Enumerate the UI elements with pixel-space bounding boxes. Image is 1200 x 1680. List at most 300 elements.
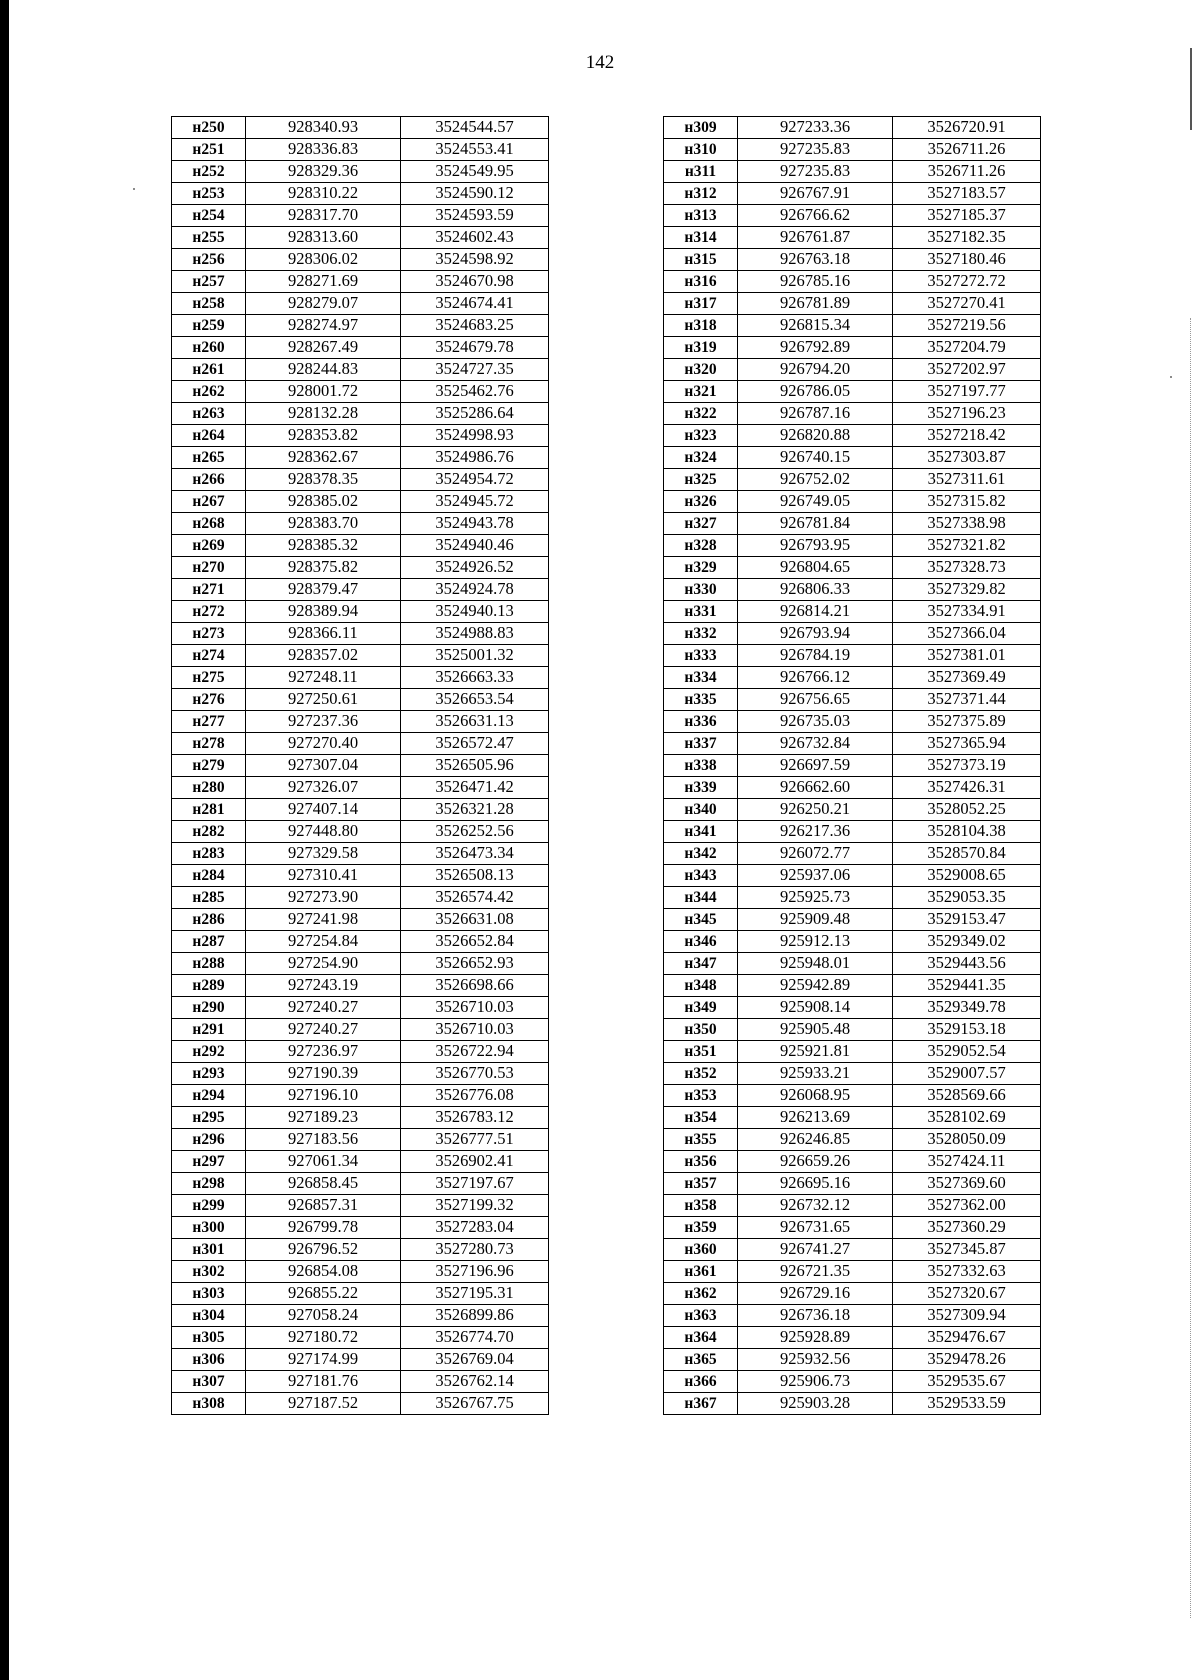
point-id-cell: н331 [664,601,738,623]
point-id-cell: н346 [664,931,738,953]
table-row [664,711,1041,733]
y-coordinate-cell: 3529349.78 [893,997,1041,1019]
x-coordinate-cell: 925942.89 [738,975,893,997]
x-coordinate-cell: 926756.65 [738,689,893,711]
x-coordinate-cell: 927248.11 [246,667,401,689]
y-coordinate-cell: 3528102.69 [893,1107,1041,1129]
x-coordinate-cell: 926786.05 [738,381,893,403]
y-coordinate-cell: 3524674.41 [401,293,549,315]
point-id-cell: н270 [172,557,246,579]
table-row [664,1305,1041,1327]
table-row [664,425,1041,447]
y-coordinate-cell: 3526762.14 [401,1371,549,1393]
table-row [172,645,549,667]
point-id-cell: н337 [664,733,738,755]
y-coordinate-cell: 3527369.49 [893,667,1041,689]
x-coordinate-cell: 926787.16 [738,403,893,425]
point-id-cell: н341 [664,821,738,843]
table-row [664,447,1041,469]
x-coordinate-cell: 926213.69 [738,1107,893,1129]
y-coordinate-cell: 3527315.82 [893,491,1041,513]
y-coordinate-cell: 3529476.67 [893,1327,1041,1349]
y-coordinate-cell: 3524727.35 [401,359,549,381]
y-coordinate-cell: 3526663.33 [401,667,549,689]
y-coordinate-cell: 3526767.75 [401,1393,549,1415]
point-id-cell: н332 [664,623,738,645]
y-coordinate-cell: 3524544.57 [401,117,549,139]
point-id-cell: н366 [664,1371,738,1393]
y-coordinate-cell: 3529153.47 [893,909,1041,931]
table-row [172,777,549,799]
point-id-cell: н289 [172,975,246,997]
point-id-cell: н362 [664,1283,738,1305]
table-row [664,579,1041,601]
y-coordinate-cell: 3524679.78 [401,337,549,359]
table-row [664,337,1041,359]
table-row [172,227,549,249]
point-id-cell: н301 [172,1239,246,1261]
point-id-cell: н272 [172,601,246,623]
x-coordinate-cell: 926695.16 [738,1173,893,1195]
y-coordinate-cell: 3526508.13 [401,865,549,887]
point-id-cell: н251 [172,139,246,161]
point-id-cell: н293 [172,1063,246,1085]
y-coordinate-cell: 3529478.26 [893,1349,1041,1371]
point-id-cell: н351 [664,1041,738,1063]
y-coordinate-cell: 3527183.57 [893,183,1041,205]
x-coordinate-cell: 927183.56 [246,1129,401,1151]
y-coordinate-cell: 3526652.93 [401,953,549,975]
point-id-cell: н274 [172,645,246,667]
point-id-cell: н288 [172,953,246,975]
x-coordinate-cell: 928353.82 [246,425,401,447]
x-coordinate-cell: 926217.36 [738,821,893,843]
x-coordinate-cell: 928306.02 [246,249,401,271]
point-id-cell: н340 [664,799,738,821]
table-row [172,843,549,865]
point-id-cell: н320 [664,359,738,381]
x-coordinate-cell: 926855.22 [246,1283,401,1305]
y-coordinate-cell: 3526653.54 [401,689,549,711]
y-coordinate-cell: 3527375.89 [893,711,1041,733]
x-coordinate-cell: 926806.33 [738,579,893,601]
point-id-cell: н354 [664,1107,738,1129]
point-id-cell: н291 [172,1019,246,1041]
x-coordinate-cell: 928267.49 [246,337,401,359]
table-row [172,997,549,1019]
x-coordinate-cell: 925932.56 [738,1349,893,1371]
table-row [172,315,549,337]
x-coordinate-cell: 927273.90 [246,887,401,909]
y-coordinate-cell: 3524553.41 [401,139,549,161]
x-coordinate-cell: 928274.97 [246,315,401,337]
point-id-cell: н257 [172,271,246,293]
y-coordinate-cell: 3524593.59 [401,205,549,227]
table-row [664,403,1041,425]
y-coordinate-cell: 3526774.70 [401,1327,549,1349]
point-id-cell: н263 [172,403,246,425]
x-coordinate-cell: 927058.24 [246,1305,401,1327]
x-coordinate-cell: 926741.27 [738,1239,893,1261]
point-id-cell: н323 [664,425,738,447]
point-id-cell: н255 [172,227,246,249]
point-id-cell: н300 [172,1217,246,1239]
x-coordinate-cell: 925928.89 [738,1327,893,1349]
table-row [172,1217,549,1239]
table-row [172,1107,549,1129]
x-coordinate-cell: 928313.60 [246,227,401,249]
y-coordinate-cell: 3529535.67 [893,1371,1041,1393]
table-row [172,711,549,733]
y-coordinate-cell: 3524590.12 [401,183,549,205]
x-coordinate-cell: 927448.80 [246,821,401,843]
y-coordinate-cell: 3528050.09 [893,1129,1041,1151]
table-row [664,227,1041,249]
y-coordinate-cell: 3526505.96 [401,755,549,777]
y-coordinate-cell: 3524940.46 [401,535,549,557]
x-coordinate-cell: 928340.93 [246,117,401,139]
table-row [664,1283,1041,1305]
point-id-cell: н352 [664,1063,738,1085]
table-row [172,755,549,777]
point-id-cell: н363 [664,1305,738,1327]
x-coordinate-cell: 927174.99 [246,1349,401,1371]
x-coordinate-cell: 928362.67 [246,447,401,469]
point-id-cell: н254 [172,205,246,227]
point-id-cell: н355 [664,1129,738,1151]
y-coordinate-cell: 3526471.42 [401,777,549,799]
point-id-cell: н307 [172,1371,246,1393]
y-coordinate-cell: 3525001.32 [401,645,549,667]
y-coordinate-cell: 3527366.04 [893,623,1041,645]
y-coordinate-cell: 3524954.72 [401,469,549,491]
point-id-cell: н271 [172,579,246,601]
scan-left-edge [0,0,9,1680]
x-coordinate-cell: 926752.02 [738,469,893,491]
x-coordinate-cell: 927326.07 [246,777,401,799]
x-coordinate-cell: 926735.03 [738,711,893,733]
table-row [664,1371,1041,1393]
y-coordinate-cell: 3527303.87 [893,447,1041,469]
table-row [172,1327,549,1349]
point-id-cell: н324 [664,447,738,469]
point-id-cell: н361 [664,1261,738,1283]
x-coordinate-cell: 926820.88 [738,425,893,447]
point-id-cell: н302 [172,1261,246,1283]
point-id-cell: н309 [664,117,738,139]
y-coordinate-cell: 3527381.01 [893,645,1041,667]
y-coordinate-cell: 3524988.83 [401,623,549,645]
point-id-cell: н264 [172,425,246,447]
x-coordinate-cell: 927250.61 [246,689,401,711]
x-coordinate-cell: 928244.83 [246,359,401,381]
table-row [664,1019,1041,1041]
x-coordinate-cell: 927181.76 [246,1371,401,1393]
point-id-cell: н356 [664,1151,738,1173]
table-row [664,1063,1041,1085]
table-row [664,1151,1041,1173]
y-coordinate-cell: 3528104.38 [893,821,1041,843]
point-id-cell: н267 [172,491,246,513]
table-row [172,1063,549,1085]
table-row [172,975,549,997]
x-coordinate-cell: 928366.11 [246,623,401,645]
table-row [172,337,549,359]
x-coordinate-cell: 926794.20 [738,359,893,381]
table-row [172,1305,549,1327]
x-coordinate-cell: 925937.06 [738,865,893,887]
x-coordinate-cell: 927407.14 [246,799,401,821]
point-id-cell: н283 [172,843,246,865]
point-id-cell: н349 [664,997,738,1019]
table-row [172,1261,549,1283]
table-row [664,1217,1041,1239]
table-row [664,1041,1041,1063]
point-id-cell: н299 [172,1195,246,1217]
x-coordinate-cell: 926766.12 [738,667,893,689]
table-row [172,579,549,601]
table-row [664,997,1041,1019]
table-row [172,1349,549,1371]
point-id-cell: н312 [664,183,738,205]
y-coordinate-cell: 3526252.56 [401,821,549,843]
table-row [664,161,1041,183]
x-coordinate-cell: 926749.05 [738,491,893,513]
y-coordinate-cell: 3527197.67 [401,1173,549,1195]
point-id-cell: н327 [664,513,738,535]
y-coordinate-cell: 3525286.64 [401,403,549,425]
x-coordinate-cell: 927307.04 [246,755,401,777]
scan-speck [1170,376,1172,378]
y-coordinate-cell: 3526574.42 [401,887,549,909]
table-row [172,1195,549,1217]
y-coordinate-cell: 3526902.41 [401,1151,549,1173]
y-coordinate-cell: 3526698.66 [401,975,549,997]
table-row [172,887,549,909]
x-coordinate-cell: 928385.32 [246,535,401,557]
y-coordinate-cell: 3527373.19 [893,755,1041,777]
y-coordinate-cell: 3527362.00 [893,1195,1041,1217]
table-row [664,777,1041,799]
y-coordinate-cell: 3527332.63 [893,1261,1041,1283]
table-row [664,887,1041,909]
point-id-cell: н305 [172,1327,246,1349]
x-coordinate-cell: 926761.87 [738,227,893,249]
x-coordinate-cell: 928383.70 [246,513,401,535]
page-number: 142 [585,52,615,73]
table-row [172,403,549,425]
x-coordinate-cell: 927240.27 [246,1019,401,1041]
y-coordinate-cell: 3528052.25 [893,799,1041,821]
y-coordinate-cell: 3524943.78 [401,513,549,535]
point-id-cell: н334 [664,667,738,689]
point-id-cell: н333 [664,645,738,667]
table-row [172,161,549,183]
table-row [664,931,1041,953]
y-coordinate-cell: 3529008.65 [893,865,1041,887]
point-id-cell: н318 [664,315,738,337]
x-coordinate-cell: 927254.90 [246,953,401,975]
coordinates-table-left [171,116,549,1415]
x-coordinate-cell: 926729.16 [738,1283,893,1305]
table-row [172,931,549,953]
y-coordinate-cell: 3526631.13 [401,711,549,733]
y-coordinate-cell: 3527283.04 [401,1217,549,1239]
x-coordinate-cell: 925948.01 [738,953,893,975]
table-row [172,667,549,689]
x-coordinate-cell: 928379.47 [246,579,401,601]
y-coordinate-cell: 3527270.41 [893,293,1041,315]
table-row [172,557,549,579]
x-coordinate-cell: 925906.73 [738,1371,893,1393]
table-row [664,843,1041,865]
table-row [172,535,549,557]
y-coordinate-cell: 3524602.43 [401,227,549,249]
point-id-cell: н347 [664,953,738,975]
point-id-cell: н342 [664,843,738,865]
table-row [172,909,549,931]
x-coordinate-cell: 926662.60 [738,777,893,799]
scan-right-dotted-line [1190,318,1192,1618]
table-row [664,205,1041,227]
x-coordinate-cell: 926763.18 [738,249,893,271]
y-coordinate-cell: 3526776.08 [401,1085,549,1107]
y-coordinate-cell: 3529533.59 [893,1393,1041,1415]
y-coordinate-cell: 3524986.76 [401,447,549,469]
y-coordinate-cell: 3529441.35 [893,975,1041,997]
point-id-cell: н262 [172,381,246,403]
point-id-cell: н281 [172,799,246,821]
x-coordinate-cell: 926781.84 [738,513,893,535]
table-row [664,1129,1041,1151]
point-id-cell: н313 [664,205,738,227]
x-coordinate-cell: 926857.31 [246,1195,401,1217]
y-coordinate-cell: 3527182.35 [893,227,1041,249]
y-coordinate-cell: 3527309.94 [893,1305,1041,1327]
y-coordinate-cell: 3526769.04 [401,1349,549,1371]
x-coordinate-cell: 928279.07 [246,293,401,315]
table-row [172,1041,549,1063]
x-coordinate-cell: 925921.81 [738,1041,893,1063]
table-row [172,1283,549,1305]
table-row [664,271,1041,293]
point-id-cell: н315 [664,249,738,271]
point-id-cell: н273 [172,623,246,645]
table-row [172,491,549,513]
table-row [664,381,1041,403]
y-coordinate-cell: 3526720.91 [893,117,1041,139]
table-row [172,601,549,623]
x-coordinate-cell: 926250.21 [738,799,893,821]
table-row [172,205,549,227]
y-coordinate-cell: 3527320.67 [893,1283,1041,1305]
y-coordinate-cell: 3526711.26 [893,161,1041,183]
x-coordinate-cell: 926815.34 [738,315,893,337]
y-coordinate-cell: 3526321.28 [401,799,549,821]
x-coordinate-cell: 928001.72 [246,381,401,403]
x-coordinate-cell: 928389.94 [246,601,401,623]
y-coordinate-cell: 3527311.61 [893,469,1041,491]
x-coordinate-cell: 928132.28 [246,403,401,425]
point-id-cell: н357 [664,1173,738,1195]
point-id-cell: н319 [664,337,738,359]
x-coordinate-cell: 926804.65 [738,557,893,579]
table-row [172,689,549,711]
y-coordinate-cell: 3529153.18 [893,1019,1041,1041]
table-row [172,865,549,887]
y-coordinate-cell: 3527424.11 [893,1151,1041,1173]
table-row [664,667,1041,689]
x-coordinate-cell: 927329.58 [246,843,401,865]
table-row [664,799,1041,821]
y-coordinate-cell: 3529052.54 [893,1041,1041,1063]
y-coordinate-cell: 3527197.77 [893,381,1041,403]
y-coordinate-cell: 3527202.97 [893,359,1041,381]
point-id-cell: н308 [172,1393,246,1415]
y-coordinate-cell: 3527196.96 [401,1261,549,1283]
x-coordinate-cell: 928329.36 [246,161,401,183]
table-row [172,425,549,447]
x-coordinate-cell: 927243.19 [246,975,401,997]
y-coordinate-cell: 3527426.31 [893,777,1041,799]
table-row [664,645,1041,667]
table-row [664,1261,1041,1283]
point-id-cell: н330 [664,579,738,601]
y-coordinate-cell: 3528569.66 [893,1085,1041,1107]
point-id-cell: н259 [172,315,246,337]
y-coordinate-cell: 3527321.82 [893,535,1041,557]
point-id-cell: н316 [664,271,738,293]
y-coordinate-cell: 3524683.25 [401,315,549,337]
point-id-cell: н296 [172,1129,246,1151]
coordinates-table-right [663,116,1041,1415]
y-coordinate-cell: 3527218.42 [893,425,1041,447]
point-id-cell: н295 [172,1107,246,1129]
point-id-cell: н306 [172,1349,246,1371]
y-coordinate-cell: 3524998.93 [401,425,549,447]
table-row [172,821,549,843]
y-coordinate-cell: 3527272.72 [893,271,1041,293]
x-coordinate-cell: 928385.02 [246,491,401,513]
y-coordinate-cell: 3524945.72 [401,491,549,513]
x-coordinate-cell: 927241.98 [246,909,401,931]
y-coordinate-cell: 3524926.52 [401,557,549,579]
table-row [664,865,1041,887]
y-coordinate-cell: 3527180.46 [893,249,1041,271]
y-coordinate-cell: 3527360.29 [893,1217,1041,1239]
x-coordinate-cell: 927310.41 [246,865,401,887]
table-row [664,1349,1041,1371]
y-coordinate-cell: 3528570.84 [893,843,1041,865]
x-coordinate-cell: 928357.02 [246,645,401,667]
x-coordinate-cell: 926792.89 [738,337,893,359]
point-id-cell: н252 [172,161,246,183]
point-id-cell: н287 [172,931,246,953]
table-row [664,491,1041,513]
point-id-cell: н298 [172,1173,246,1195]
point-id-cell: н279 [172,755,246,777]
table-row [172,183,549,205]
table-row [172,623,549,645]
x-coordinate-cell: 928271.69 [246,271,401,293]
table-row [664,557,1041,579]
table-row [664,1085,1041,1107]
x-coordinate-cell: 927196.10 [246,1085,401,1107]
table-row [172,293,549,315]
y-coordinate-cell: 3527219.56 [893,315,1041,337]
table-row [664,953,1041,975]
table-row [664,623,1041,645]
